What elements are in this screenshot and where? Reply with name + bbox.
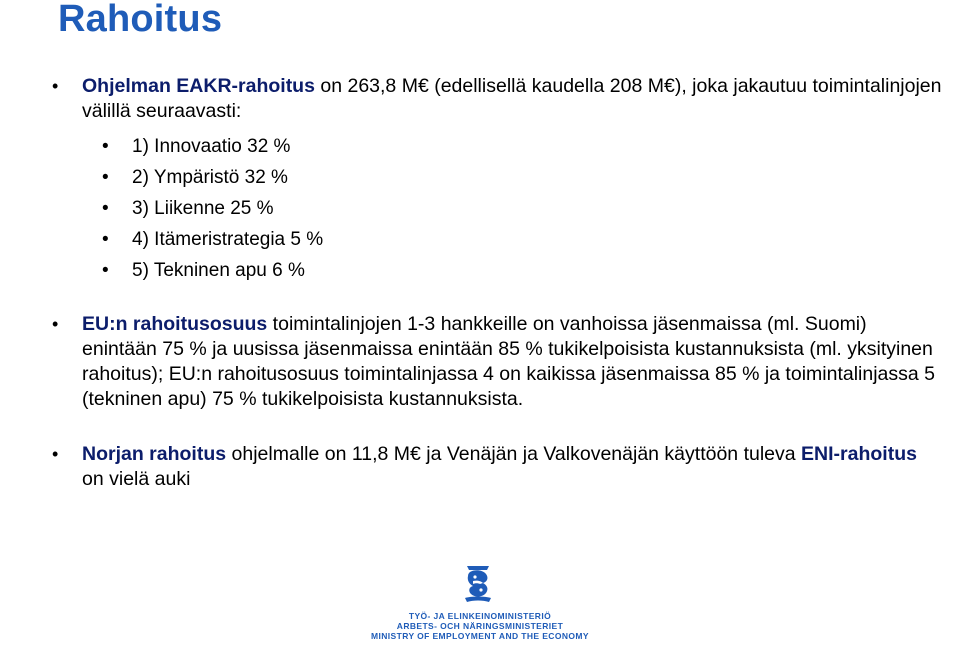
norway-funding-highlight: Norjan rahoitus	[82, 443, 227, 465]
ministry-name-en: MINISTRY OF EMPLOYMENT AND THE ECONOMY	[371, 631, 589, 641]
sub-bullet-dot: •	[102, 167, 109, 188]
priority-axis-label: 1) Innovaatio 32 %	[132, 136, 291, 157]
norway-funding-text: ohjelmalle on 11,8 M€ ja Venäjän ja Valkovenäjän käyttöön tuleva	[226, 443, 802, 465]
sub-bullet-dot: •	[102, 260, 109, 281]
eakr-funding-highlight: Ohjelman EAKR-rahoitus	[82, 75, 315, 97]
priority-axis-label: 2) Ympäristö 32 %	[132, 167, 288, 188]
bullet-dot: •	[52, 444, 59, 464]
ministry-name-fi: TYÖ- JA ELINKEINOMINISTERIÖ	[408, 611, 552, 621]
lion-emblem-icon	[461, 560, 495, 606]
priority-axis-item	[52, 224, 942, 255]
bullet-dot: •	[52, 314, 59, 334]
sub-bullet-dot: •	[102, 136, 109, 157]
eakr-funding-text: on 263,8 M€ (edellisellä kaudella 208 M€), joka jakautuu toimintalinjojen välillä seuraavasti:	[82, 75, 942, 122]
priority-axis-item	[52, 162, 942, 193]
priority-axis-label: 3) Liikenne 25 %	[132, 198, 274, 219]
bullet-eu-funding-share	[52, 312, 942, 412]
ministry-logo	[360, 560, 600, 650]
eu-funding-highlight: EU:n rahoitusosuus	[82, 313, 268, 335]
priority-axis-item	[52, 193, 942, 224]
bullet-eakr-funding	[52, 74, 942, 124]
eni-funding-highlight: ENI-rahoitus	[801, 443, 917, 465]
priority-axis-item	[52, 131, 942, 162]
bullet-dot: •	[52, 76, 59, 96]
slide-title: Rahoitus	[58, 0, 223, 40]
priority-axis-list	[52, 131, 942, 286]
priority-axis-label: 4) Itämeristrategia 5 %	[132, 229, 324, 250]
priority-axis-item	[52, 255, 942, 286]
slide-content	[52, 74, 942, 492]
sub-bullet-dot: •	[102, 229, 109, 250]
priority-axis-label: 5) Tekninen apu 6 %	[132, 260, 305, 281]
ministry-name-sv: ARBETS- OCH NÄRINGSMINISTERIET	[396, 621, 564, 631]
eu-funding-text: toimintalinjojen 1-3 hankkeille on vanhoissa jäsenmaissa (ml. Suomi) enintään 75 % ja uusissa jäsenmaissa enintään 85 % tukikelpoisista kustannuksista (ml. yksityinen rahoitus); EU:n rahoitusosuus toimintalinjassa 4 on kaikissa jäsenmaissa 85 % ja toimintalinjassa 5 (tekninen apu) 75 % tukikelpoisista kustannuksista.	[82, 313, 936, 410]
eni-funding-text: on vielä auki	[82, 468, 191, 490]
bullet-norway-eni-funding	[52, 442, 942, 492]
sub-bullet-dot: •	[102, 198, 109, 219]
